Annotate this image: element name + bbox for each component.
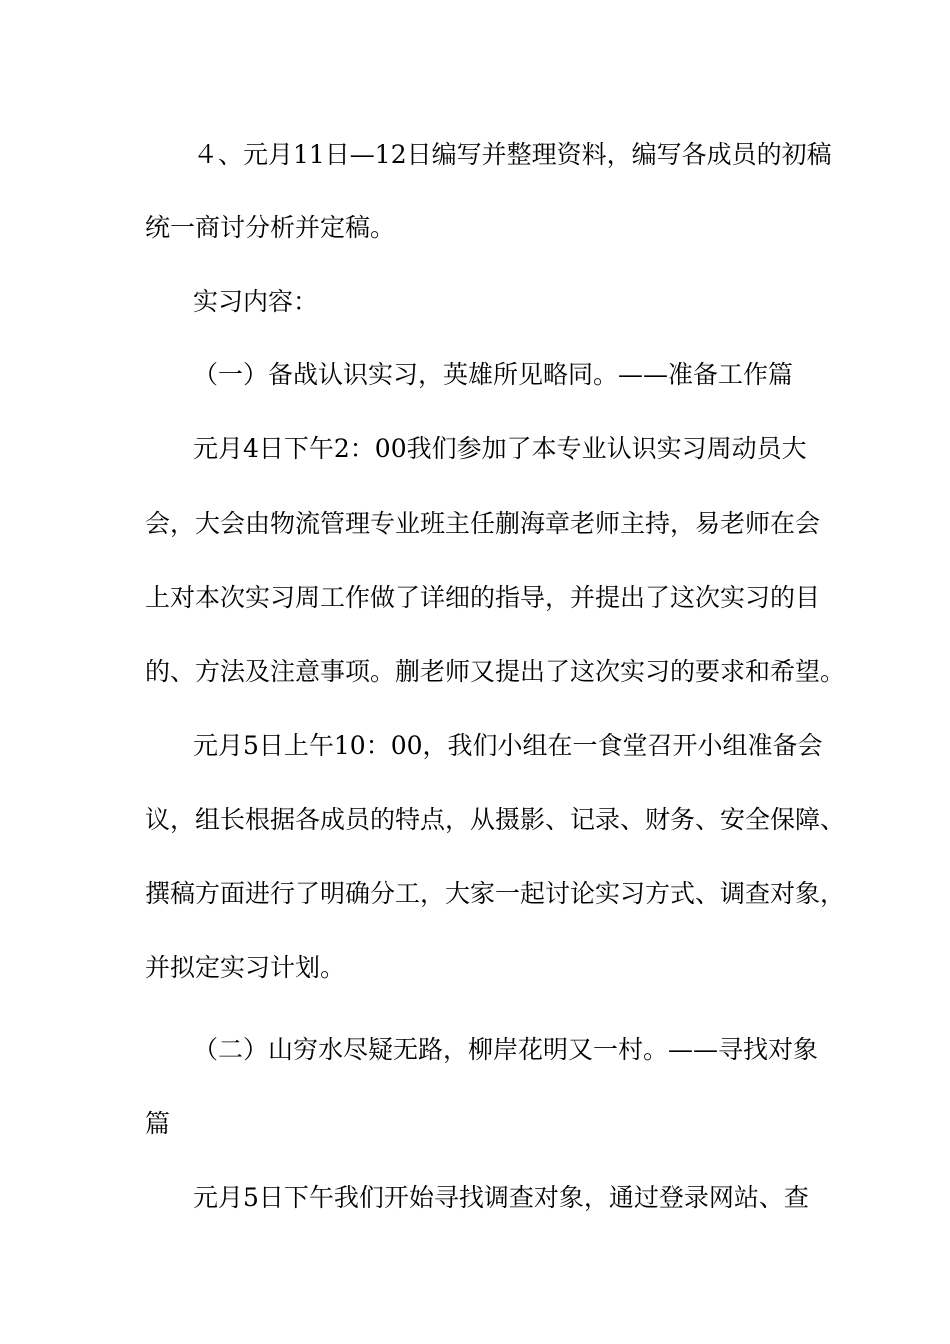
paragraph-line: 上对本次实习周工作做了详细的指导，并提出了这次实习的目 [145, 583, 821, 612]
paragraph-line: 的、方法及注意事项。蒯老师又提出了这次实习的要求和希望。 [145, 657, 846, 686]
paragraph-line: 元月5日下午我们开始寻找调查对象，通过登录网站、查 [193, 1183, 809, 1212]
paragraph-line: 撰稿方面进行了明确分工，大家一起讨论实习方式、调查对象， [145, 879, 846, 908]
paragraph-line: 统一商讨分析并定稿。 [145, 213, 396, 242]
section-heading: （二）山穷水尽疑无路，柳岸花明又一村。——寻找对象 [193, 1035, 819, 1064]
paragraph-line: 会，大会由物流管理专业班主任蒯海章老师主持，易老师在会 [145, 509, 821, 538]
section-heading-continuation: 篇 [145, 1109, 171, 1138]
section-label: 实习内容： [193, 287, 319, 316]
paragraph-line: 元月4日下午2：00我们参加了本专业认识实习周动员大 [193, 434, 807, 463]
paragraph-line: 并拟定实习计划。 [145, 953, 346, 982]
paragraph-line: 元月5日上午10：00，我们小组在一食堂召开小组准备会 [193, 731, 823, 760]
section-heading: （一）备战认识实习，英雄所见略同。——准备工作篇 [193, 360, 794, 389]
paragraph-line: 议，组长根据各成员的特点，从摄影、记录、财务、安全保障、 [145, 805, 846, 834]
paragraph-line: ４、元月11日—12日编写并整理资料，编写各成员的初稿 [193, 140, 832, 169]
